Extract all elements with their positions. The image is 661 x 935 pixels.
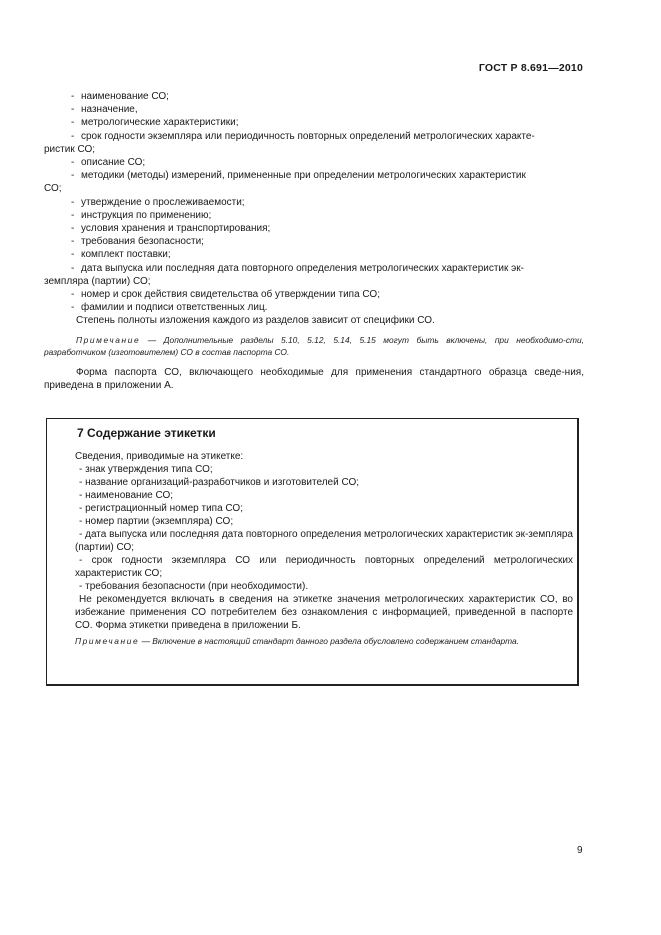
list-dash: - — [71, 104, 75, 116]
list-item-continuation: земпляра (партии) СО; — [44, 275, 151, 287]
list-item-text: фамилии и подписи ответственных лиц. — [81, 302, 268, 314]
list-item-text: инструкция по применению; — [81, 209, 212, 221]
list-dash: - — [71, 223, 75, 235]
note-label: Примечание — [75, 636, 140, 646]
list-item — [44, 156, 584, 169]
label-list — [75, 463, 573, 593]
completeness-paragraph: Степень полноты изложения каждого из разделов зависит от специфики СО. — [76, 315, 435, 327]
label-list-item: - дата выпуска или последняя дата повторного определения метрологических характеристик эк-земпляра (партии) СО; — [75, 529, 573, 553]
list-item-text: утверждение о прослеживаемости; — [81, 196, 245, 208]
list-item-text: назначение, — [81, 104, 138, 116]
list-item — [44, 301, 584, 314]
list-item-text: требования безопасности; — [81, 236, 204, 248]
list-dash: - — [71, 262, 75, 274]
list-dash: - — [71, 302, 75, 314]
list-item-text: комплект поставки; — [81, 249, 171, 261]
label-list-item: - знак утверждения типа СО; — [79, 464, 213, 475]
list-item — [44, 130, 584, 143]
list-item — [44, 288, 584, 301]
list-dash: - — [71, 157, 75, 169]
page-number: 9 — [577, 845, 583, 856]
list-item — [44, 116, 584, 129]
list-item-text: условия хранения и транспортирования; — [81, 223, 271, 235]
label-list-item: - наименование СО; — [79, 490, 174, 501]
list-dash: - — [71, 236, 75, 248]
list-item-continuation: СО; — [44, 183, 62, 195]
list-item — [44, 90, 584, 103]
list-dash: - — [71, 249, 75, 261]
list-item-text: наименование СО; — [81, 91, 169, 102]
list-dash: - — [71, 130, 75, 142]
note-text: — Дополнительные разделы 5.10, 5.12, 5.14, 5.15 могут быть включены, при необходимо-сти, разработчиком (изготовителем) СО в состав паспорта СО. — [44, 334, 584, 357]
list-item-text: метрологические характеристики; — [81, 117, 239, 129]
list-item-text: дата выпуска или последняя дата повторного определения метрологических характеристик эк- — [81, 262, 524, 274]
list-item-text: номер и срок действия свидетельства об утверждении типа СО; — [81, 289, 380, 301]
label-list-item: - срок годности экземпляра СО или периодичность повторных определений метрологических характеристик СО; — [75, 555, 573, 579]
note-label: Примечание — [76, 334, 141, 345]
section-7-heading: 7 Содержание этикетки — [77, 426, 216, 440]
list-item — [44, 196, 584, 209]
label-list-item: - номер партии (экземпляра) СО; — [79, 516, 234, 527]
standard-code: ГОСТ Р 8.691—2010 — [478, 62, 583, 74]
list-dash: - — [71, 170, 75, 182]
list-item — [44, 222, 584, 235]
note-additional-sections — [44, 334, 584, 358]
label-intro: Сведения, приводимые на этикетке: — [75, 451, 244, 462]
list-dash: - — [71, 196, 75, 208]
list-item — [44, 103, 584, 116]
list-item — [44, 209, 584, 222]
label-list-item: - название организаций-разработчиков и изготовителей СО; — [79, 477, 360, 488]
list-item — [44, 235, 584, 248]
passport-form-paragraph: Форма паспорта СО, включающего необходимые для применения стандартного образца сведе-ния, приведена в приложении А. — [44, 367, 584, 392]
label-list-item: - регистрационный номер типа СО; — [79, 503, 243, 514]
list-item-text: срок годности экземпляра или периодичность повторных определений метрологических характе- — [81, 130, 535, 142]
passport-contents — [44, 90, 584, 392]
note-section-7 — [75, 635, 573, 647]
list-dash: - — [71, 289, 75, 301]
list-item-continuation: ристик СО; — [44, 143, 96, 155]
list-dash: - — [71, 209, 75, 221]
passport-list — [44, 90, 584, 314]
list-item — [44, 169, 584, 182]
list-item-text: методики (методы) измерений, примененные при определении метрологических характеристик — [81, 170, 526, 182]
list-dash: - — [71, 117, 75, 129]
list-dash: - — [71, 91, 75, 102]
list-item — [44, 248, 584, 261]
list-item-text: описание СО; — [81, 157, 146, 169]
label-recommendation: Не рекомендуется включать в сведения на этикетке значения метрологических характеристик СО, во избежание применения СО потребителем без ознакомления с информацией, приведенной в паспорте СО. Форма этикетки приведена в приложении Б. — [75, 594, 573, 631]
list-item — [44, 262, 584, 275]
note-text: — Включение в настоящий стандарт данного раздела обусловлено содержанием стандарта. — [141, 636, 520, 646]
label-content-frame — [46, 418, 579, 686]
label-list-item: - требования безопасности (при необходимости). — [79, 581, 309, 592]
